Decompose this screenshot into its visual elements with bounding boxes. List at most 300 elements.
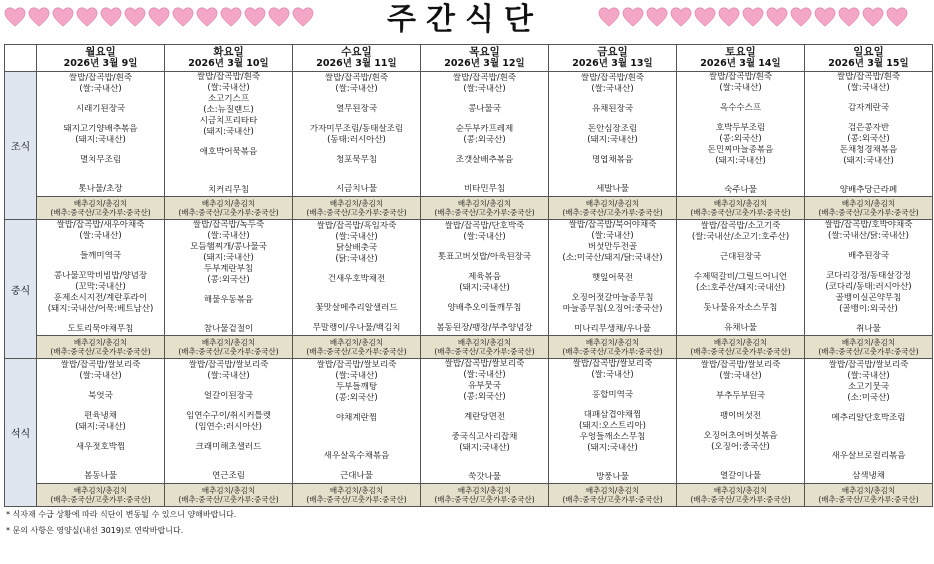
day-header-row [5,45,933,72]
meal-label [5,359,37,507]
menu-item: 돗나물유자소스무침 [703,303,778,313]
menu-item: 북엇국 [88,391,113,401]
menu-item: 쌀밥/잡곡밥/쌀보리죽 [316,360,397,370]
menu-item: 임연수구이/취시커틀렛 [186,411,271,421]
spacer [165,453,292,462]
menu-cell [805,220,933,336]
menu-item: 제육볶음 [468,272,501,282]
menu-item: 시금치프리타타 [199,116,258,126]
spacer [549,381,676,390]
menu-item: 쌀밥/잡곡밥/새우아채죽 [56,220,145,230]
day-header-2 [165,45,293,72]
menu-item: (쌀:국내산/소고기:호주산) [691,232,790,242]
kimchi-cell [549,336,677,359]
menu-item: 검은콩자반 [847,123,890,133]
menu-item: (소:미국산/돼지/닭:국내산) [562,253,663,263]
day-header-3 [293,45,421,72]
menu-item: 돼지고기양배추볶음 [63,124,138,134]
spacer [421,294,548,303]
menu-item: (쌀:국내산) [207,371,250,381]
menu-item: (꼬막:국내산) [75,282,126,292]
spacer [805,242,932,251]
kimchi-item: (배추:중국산/고춧가루:중국산) [562,208,663,217]
menu-cell [549,220,677,336]
spacer [165,402,292,411]
menu-item: 쌀밥/잡곡밥/북어야채죽 [568,220,657,230]
day-name: 토요일 [725,46,756,58]
kimchi-item: (배추:중국산/고춧가루:중국산) [50,495,151,504]
spacer [421,115,548,124]
menu-item: 삼색냉채 [852,471,885,481]
spacer [293,433,420,442]
menu-item: (콩:외국산) [719,134,762,144]
kimchi-item: 배추김치/총김치 [713,199,768,208]
menu-item: 훈제소시지전/계란후라이 [53,293,148,303]
menu-item: 톳나물/초장 [78,184,123,194]
heart-icon [670,6,692,28]
day-name: 수요일 [341,46,372,58]
menu-item: 오징어젓갈마늘종무침 [571,293,654,303]
menu-item: 배추된장국 [847,251,890,261]
spacer [549,284,676,293]
menu-cell [549,72,677,197]
spacer [293,265,420,274]
heart-icon [196,6,218,28]
day-name: 월요일 [85,46,116,58]
menu-item: (돼지:국내산) [459,443,510,453]
spacer [421,166,548,175]
spacer [805,433,932,442]
kimchi-item: 배추김치/총김치 [329,486,384,495]
menu-cell [37,72,165,197]
spacer [421,175,548,184]
menu-item: (쌀:국내산) [847,371,890,381]
spacer [549,315,676,324]
menu-item: 편육냉채 [84,411,117,421]
menu-item: 쌀밥/잡곡밥/쌀보리죽 [60,360,141,370]
menu-item: 두부계란부침 [203,264,254,274]
kimchi-item: 배추김치/총김치 [585,199,640,208]
spacer [37,453,164,462]
day-name: 화요일 [213,46,244,58]
menu-item: 시금치나물 [335,184,378,194]
menu-cell [165,72,293,197]
heart-icon [100,6,122,28]
meal-label-text: 석식 [10,429,31,440]
spacer [165,306,292,315]
kimchi-cell [165,197,293,220]
menu-item: (동태:러시아산) [327,135,386,145]
day-header-1 [37,45,165,72]
menu-item: 쌀밥/잡곡밥/흰죽 [452,73,517,83]
spacer [293,404,420,413]
menu-item: 새우살브로컬리볶음 [831,451,906,461]
menu-item: 봄동된장/팽장/부추양념장 [436,323,533,333]
menu-item: 돈채청경채볶음 [839,145,898,155]
heart-decoration-right [598,6,908,28]
notes [6,507,236,539]
kimchi-item: (배추:중국산/고춧가루:중국산) [50,208,151,217]
heart-icon [172,6,194,28]
spacer [677,382,804,391]
menu-item: 부추두부된국 [715,391,766,401]
heart-icon [886,6,908,28]
menu-item: 봄동나물 [84,471,117,481]
menu-item: (소:미국산) [847,393,890,403]
kimchi-cell [37,484,165,507]
menu-item: 열무된장국 [335,104,378,114]
spacer [549,146,676,155]
menu-item: 팽이버섯전 [719,411,762,421]
kimchi-cell [805,484,933,507]
spacer [549,264,676,273]
menu-item: (쌀:국내산) [79,231,122,241]
meal-row-1 [5,72,933,197]
menu-item: 두부들깨탕 [335,382,378,392]
menu-item: (돼지:국내산) [75,135,126,145]
menu-cell [37,220,165,336]
spacer [677,422,804,431]
heart-icon [718,6,740,28]
spacer [677,263,804,272]
menu-item: 해물우동볶음 [203,295,254,305]
menu-item: 옥수수스프 [719,103,762,113]
spacer [37,382,164,391]
menu-item: 세발나물 [596,184,629,194]
meal-row-2 [5,220,933,336]
spacer [549,401,676,410]
spacer [165,138,292,147]
kimchi-cell [293,484,421,507]
spacer [37,315,164,324]
menu-item: 근대나물 [340,471,373,481]
kimchi-cell [37,336,165,359]
menu-item: (돼지:국내산) [715,156,766,166]
menu-item: (쌀:국내산) [79,84,122,94]
spacer [293,175,420,184]
menu-item: 멸치무조림 [79,155,122,165]
title-bar [0,0,934,44]
spacer [293,314,420,323]
heart-icon [646,6,668,28]
menu-item: 콩나물꼬막비빔밥/양념장 [53,271,148,281]
menu-item: 감자계란국 [847,103,890,113]
menu-item: 비타민무침 [463,184,506,194]
kimchi-item: (배추:중국산/고춧가루:중국산) [818,208,919,217]
menu-item: 무말랭이/우나물/백김치 [312,323,401,333]
menu-item: 홍합미역국 [591,390,634,400]
heart-decoration-left [4,6,314,28]
menu-item: (쌀:국내산) [79,371,122,381]
menu-item: 꽃맛살메추리알샐러드 [315,303,398,313]
kimchi-cell [293,336,421,359]
kimchi-item: 배추김치/총김치 [457,199,512,208]
heart-icon [148,6,170,28]
menu-item: 들깨미역국 [79,251,122,261]
menu-item: 순두부카프레제 [455,124,514,134]
menu-item: 마늘종무침(오징어:중국산) [562,304,663,314]
menu-cell [677,72,805,197]
spacer [37,166,164,175]
menu-item: 콩나물국 [468,104,501,114]
menu-item: 조갯살배추볶음 [455,155,514,165]
spacer [549,95,676,104]
kimchi-item: 배추김치/총김치 [73,199,128,208]
kimchi-item: (배추:중국산/고춧가루:중국산) [306,347,407,356]
menu-item: 방풍나물 [596,472,629,482]
menu-cell [293,72,421,197]
menu-cell [165,359,293,484]
meal-label-text: 조식 [10,142,31,153]
kimchi-item: (배추:중국산/고춧가루:중국산) [306,495,407,504]
kimchi-row [5,336,933,359]
spacer [293,166,420,175]
menu-item: (쌀:국내산) [591,231,634,241]
kimchi-item: (배추:중국산/고춧가루:중국산) [50,347,151,356]
menu-cell [293,359,421,484]
menu-item: 얼갈이된장국 [203,391,254,401]
menu-item: 쌀밥/잡곡밥/흰죽 [68,73,133,83]
kimchi-row [5,484,933,507]
kimchi-item: (배추:중국산/고춧가루:중국산) [690,347,791,356]
menu-item: 쌀밥/잡곡밥/단호박죽 [444,221,525,231]
menu-item: (돼지:국내산) [459,283,510,293]
menu-item: 쌀밥/잡곡밥/쌀보리죽 [444,359,525,369]
menu-item: 새우젓호박찜 [75,442,126,452]
menu-item: 청포묵무침 [335,155,378,165]
menu-item: 애호박어묵볶음 [199,147,258,157]
menu-item: (쌀:국내산) [463,370,506,380]
menu-item: 명엽채볶음 [591,155,634,165]
spacer [677,176,804,185]
spacer [421,403,548,412]
spacer [165,176,292,185]
menu-item: 대패삼겹야채찜 [583,410,642,420]
menu-item: 돈안심장조림 [587,124,638,134]
spacer [805,94,932,103]
kimchi-item: (배추:중국산/고춧가루:중국산) [818,347,919,356]
menu-cell [549,359,677,484]
menu-item: 쌀밥/잡곡밥/흰죽 [836,72,901,82]
day-date: 2026년 3월 12일 [444,58,525,69]
day-name: 금요일 [597,46,628,58]
menu-item: 오징어초어버섯볶음 [703,431,778,441]
day-date: 2026년 3월 15일 [828,58,909,69]
kimchi-row [5,197,933,220]
spacer [421,423,548,432]
spacer [421,95,548,104]
kimchi-cell [37,197,165,220]
menu-item: 야채계란찜 [335,413,378,423]
spacer [37,433,164,442]
menu-item: 열갈이나물 [719,471,762,481]
menu-item: 쌀밥/잡곡밥/녹두죽 [192,220,265,230]
menu-item: 양배추오이들깨무침 [447,303,522,313]
spacer [677,314,804,323]
menu-item: (쌀:국내산) [335,371,378,381]
menu-cell [805,72,933,197]
menu-item: 양배추당근라페 [839,185,898,195]
menu-item: 쌀밥/잡곡밥/쌀보리죽 [700,360,781,370]
kimchi-cell [421,197,549,220]
day-date: 2026년 3월 13일 [572,58,653,69]
menu-item: 모듬햄찌개/콩나물국 [190,242,267,252]
kimchi-item: 배추김치/총김치 [329,199,384,208]
spacer [677,114,804,123]
spacer [421,314,548,323]
heart-icon [814,6,836,28]
day-date: 2026년 3월 14일 [700,58,781,69]
kimchi-cell [549,197,677,220]
kimchi-item: (배추:중국산/고춧가루:중국산) [178,208,279,217]
kimchi-cell [805,197,933,220]
menu-item: 연근조림 [212,471,245,481]
menu-cell [805,359,933,484]
menu-item: 소고기스프 [207,94,250,104]
menu-item: 톳표고버섯밥/아욱된장국 [437,252,532,262]
day-date: 2026년 3월 9일 [63,58,138,69]
menu-item: 코다리강정/동태살강정 [826,271,911,281]
kimchi-item: 배추김치/총김치 [329,338,384,347]
heart-icon [790,6,812,28]
day-date: 2026년 3월 10일 [188,58,269,69]
spacer [549,463,676,472]
kimchi-item: (배추:중국산/고춧가루:중국산) [434,347,535,356]
corner-cell [5,45,37,72]
kimchi-item: 배추김치/총김치 [201,486,256,495]
heart-icon [622,6,644,28]
spacer [805,404,932,413]
kimchi-item: (배추:중국산/고춧가루:중국산) [562,347,663,356]
menu-item: 미나리무생채/우나물 [574,324,651,334]
menu-item: (쌀:국내산) [847,83,890,93]
heart-icon [76,6,98,28]
menu-cell [293,220,421,336]
spacer [293,115,420,124]
menu-item: (쌀:국내산) [591,370,634,380]
kimchi-item: 배추김치/총김치 [457,486,512,495]
heart-icon [766,6,788,28]
kimchi-item: 배추김치/총김치 [841,338,896,347]
kimchi-cell [677,484,805,507]
menu-item: 쌀밥/잡곡밥/흰죽 [196,72,261,82]
spacer [293,95,420,104]
kimchi-item: 배추김치/총김치 [73,338,128,347]
menu-cell [165,220,293,336]
spacer [293,146,420,155]
kimchi-item: (배추:중국산/고춧가루:중국산) [690,495,791,504]
heart-icon [838,6,860,28]
kimchi-item: 배추김치/총김치 [73,486,128,495]
menu-item: (쌀:국내산) [335,232,378,242]
menu-item: 우엉들깨소스무침 [579,432,646,442]
meal-label-text: 중식 [10,285,31,297]
spacer [165,382,292,391]
menu-item: (돼지:오스트리아) [579,421,646,431]
spacer [421,146,548,155]
page-title: 주간식단 [387,2,543,37]
menu-item: (콩:외국산) [207,275,250,285]
menu-item: (돼지:국내산/어묵:베트남산) [47,304,154,314]
menu-cell [421,72,549,197]
spacer [549,115,676,124]
menu-cell [677,359,805,484]
spacer [805,424,932,433]
menu-item: (돼지:국내산) [843,156,894,166]
kimchi-item: 배추김치/총김치 [585,338,640,347]
kimchi-item: 배추김치/총김치 [585,486,640,495]
spacer [165,315,292,324]
kimchi-item: (배추:중국산/고춧가루:중국산) [690,208,791,217]
menu-item: 쌀밥/잡곡밥/흰죽 [708,72,773,82]
spacer [37,242,164,251]
note-line: * 식자재 수급 상황에 따라 식단이 변동될 수 있으니 양해바랍니다. [6,510,237,519]
menu-item: (쌀:국내산) [463,84,506,94]
menu-item: (돼지:국내산) [587,135,638,145]
heart-icon [742,6,764,28]
spacer [549,175,676,184]
menu-item: (소:뉴질랜드) [203,105,254,115]
menu-cell [421,359,549,484]
spacer [293,285,420,294]
kimchi-item: 배추김치/총김치 [713,338,768,347]
kimchi-item: (배추:중국산/고춧가루:중국산) [434,208,535,217]
menu-item: (쌀:국내산) [463,232,506,242]
spacer [293,442,420,451]
menu-item: (골뱅이:외국산) [839,304,898,314]
menu-item: 쌀밥/잡곡밥/소고기죽 [700,221,781,231]
spacer [805,262,932,271]
spacer [805,462,932,471]
day-name: 목요일 [469,46,500,58]
menu-item: 크래미해초샐러드 [195,442,262,452]
menu-item: 시래기된장국 [75,104,126,114]
spacer [421,243,548,252]
spacer [421,263,548,272]
day-date: 2026년 3월 11일 [316,58,397,69]
menu-item: 호박두부조림 [715,123,766,133]
weekly-menu-table [4,44,933,507]
kimchi-cell [549,484,677,507]
kimchi-cell [677,336,805,359]
menu-item: 쌀밥/잡곡밥/흰죽 [580,73,645,83]
note-line: * 문의 사항은 영양실(내선 3019)로 연락바랍니다. [6,526,184,535]
day-header-7 [805,45,933,72]
meal-label [5,220,37,359]
kimchi-cell [421,484,549,507]
menu-item: (쌀:국내산) [719,371,762,381]
spacer [165,167,292,176]
menu-item: (돼지:국내산) [203,253,254,263]
menu-item: 골뱅이실곤약무침 [835,293,902,303]
kimchi-item: 배추김치/총김치 [841,199,896,208]
menu-item: (쌀:국내산) [591,84,634,94]
menu-item: (쌀:국내산) [719,83,762,93]
menu-item: 쑥갓나물 [468,472,501,482]
spacer [293,462,420,471]
spacer [805,315,932,324]
menu-item: 새우살옥수채볶음 [323,451,390,461]
menu-item: (소:호주산/돼지:국내산) [695,283,786,293]
menu-cell [677,220,805,336]
heart-icon [52,6,74,28]
kimchi-item: 배추김치/총김치 [713,486,768,495]
menu-item: 가자미무조림/동태살조림 [309,124,404,134]
meal-row-3 [5,359,933,484]
menu-item: 계란당면전 [463,412,506,422]
spacer [805,442,932,451]
spacer [37,262,164,271]
